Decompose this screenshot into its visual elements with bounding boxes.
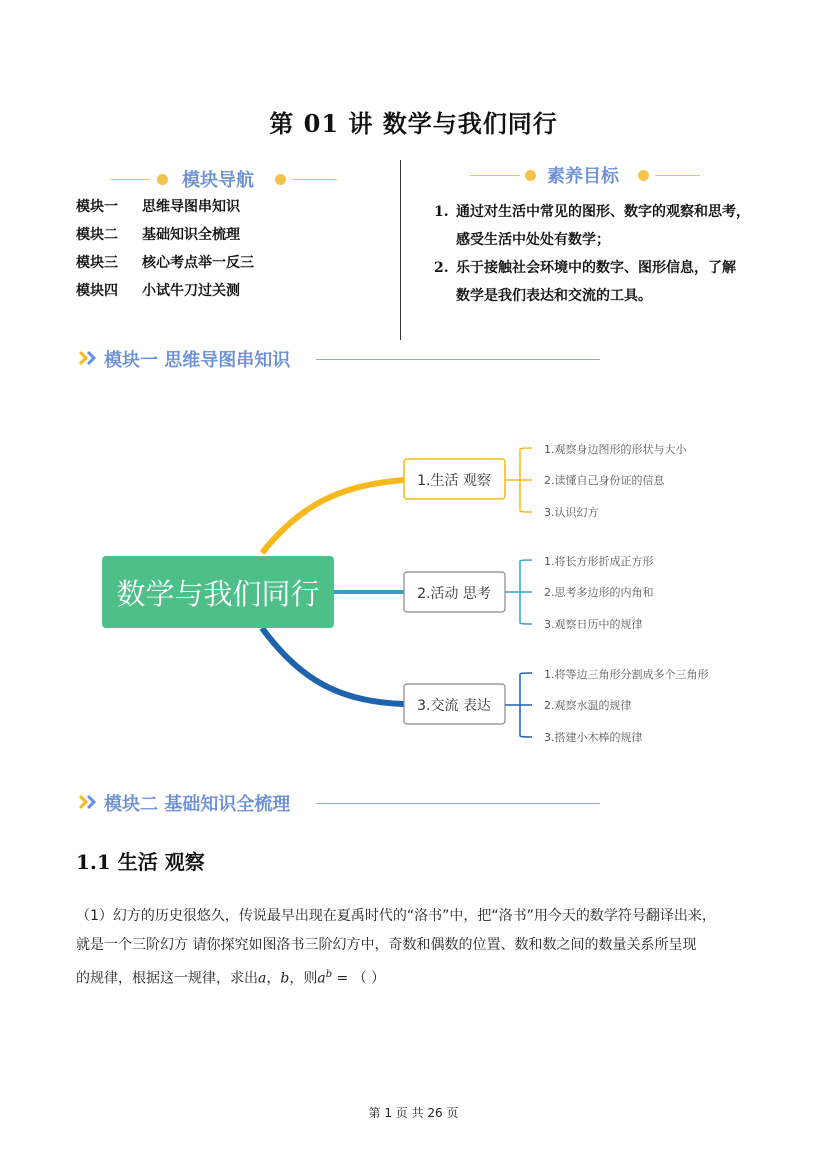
dot-icon — [525, 170, 536, 181]
mindmap — [0, 400, 827, 760]
expression-exponent: b — [325, 969, 333, 980]
mindmap-root-label: 数学与我们同行 — [116, 577, 320, 611]
double-chevron-icon — [78, 349, 100, 367]
mindmap-leaf: 3.观察日历中的规律 — [544, 618, 643, 631]
leaf-bracket-1 — [505, 448, 532, 512]
paragraph-line: 就是一个三阶幻方 请你探究如图洛书三阶幻方中，奇数和偶数的位置、数和数之间的数量关系所呈现 — [76, 937, 697, 953]
mindmap-leaf: 2.观察水温的规律 — [544, 699, 632, 712]
header-line-right — [292, 179, 337, 180]
paragraph-text: 的规律，根据这一规律，求出 — [76, 970, 258, 987]
nav-item-label: 思维导图串知识 — [142, 199, 240, 215]
dot-icon — [638, 170, 649, 181]
goal-line1: 通过对生活中常见的图形、数字的观察和思考， — [456, 204, 750, 220]
section-header-label: 模块一 思维导图串知识 — [104, 350, 291, 371]
goals-header-label: 素养目标 — [547, 166, 619, 187]
goal-number: 2. — [434, 260, 449, 276]
goal-item-1 — [434, 198, 764, 254]
mindmap-branch-label: 3.交流 表达 — [417, 698, 491, 714]
nav-item-label: 小试牛刀过关测 — [142, 283, 240, 299]
variable-a: a — [258, 970, 267, 987]
goal-item-2 — [434, 254, 764, 310]
header-line-left — [110, 179, 150, 180]
header-line-right — [655, 175, 700, 176]
nav-list — [76, 196, 376, 308]
separator: ，则 — [289, 970, 318, 987]
dot-icon — [275, 174, 286, 185]
mindmap-leaf: 1.将长方形折成正方形 — [544, 555, 654, 568]
leaf-bracket-2 — [505, 560, 532, 624]
separator: ， — [266, 970, 281, 987]
mindmap-leaf: 1.将等边三角形分割成多个三角形 — [544, 668, 709, 681]
goal-line1: 乐于接触社会环境中的数字、图形信息，了解 — [456, 260, 736, 276]
nav-item-3[interactable] — [76, 252, 376, 280]
mindmap-leaf: 3.搭建小木棒的规律 — [544, 731, 643, 744]
nav-item-module: 模块四 — [76, 283, 118, 299]
page-footer: 第 1 页 共 26 页 — [368, 1106, 459, 1120]
paragraph-line — [76, 960, 776, 994]
goal-line2: 感受生活中处处有数学； — [456, 232, 610, 248]
mindmap-branch-label: 1.生活 观察 — [417, 473, 491, 489]
section-header-1 — [78, 346, 608, 372]
goal-number: 1. — [434, 204, 449, 220]
nav-item-label: 基础知识全梳理 — [142, 227, 240, 243]
section-rule — [316, 359, 600, 360]
dot-icon — [157, 174, 168, 185]
goal-line2: 数学是我们表达和交流的工具。 — [456, 288, 652, 304]
paragraph-line: （1）幻方的历史很悠久，传说最早出现在夏禹时代的“洛书”中，把“洛书”用今天的数学符号翻译出来， — [76, 908, 716, 924]
nav-item-module: 模块一 — [76, 199, 118, 215]
leaf-bracket-3 — [505, 673, 532, 737]
mindmap-leaf: 3.认识幻方 — [544, 506, 599, 519]
column-divider — [400, 160, 401, 340]
section-header-2 — [78, 790, 608, 816]
nav-header — [110, 166, 340, 194]
nav-item-4[interactable] — [76, 280, 376, 308]
goals-header — [470, 162, 710, 190]
mindmap-leaf: 2.读懂自己身份证的信息 — [544, 474, 665, 487]
problem-paragraph — [76, 902, 776, 994]
nav-item-module: 模块二 — [76, 227, 118, 243]
nav-item-label: 核心考点举一反三 — [142, 255, 254, 271]
mindmap-leaf: 2.思考多边形的内角和 — [544, 586, 654, 599]
answer-blank: = （ ） — [332, 970, 386, 987]
nav-item-module: 模块三 — [76, 255, 118, 271]
mindmap-leaf: 1.观察身边图形的形状与大小 — [544, 443, 687, 456]
section-rule — [316, 803, 600, 804]
nav-header-label: 模块导航 — [182, 170, 254, 191]
expression-base: a — [317, 970, 326, 987]
mindmap-branch-label: 2.活动 思考 — [417, 586, 491, 602]
page-title: 第 01 讲 数学与我们同行 — [269, 109, 558, 138]
double-chevron-icon — [78, 793, 100, 811]
section-header-label: 模块二 基础知识全梳理 — [104, 794, 291, 815]
nav-item-1[interactable] — [76, 196, 376, 224]
subsection-heading: 1.1 生活 观察 — [76, 850, 205, 874]
connector-branch-3 — [262, 628, 404, 704]
connector-branch-1 — [262, 480, 404, 553]
variable-b: b — [280, 970, 290, 987]
nav-item-2[interactable] — [76, 224, 376, 252]
header-line-left — [470, 175, 520, 176]
